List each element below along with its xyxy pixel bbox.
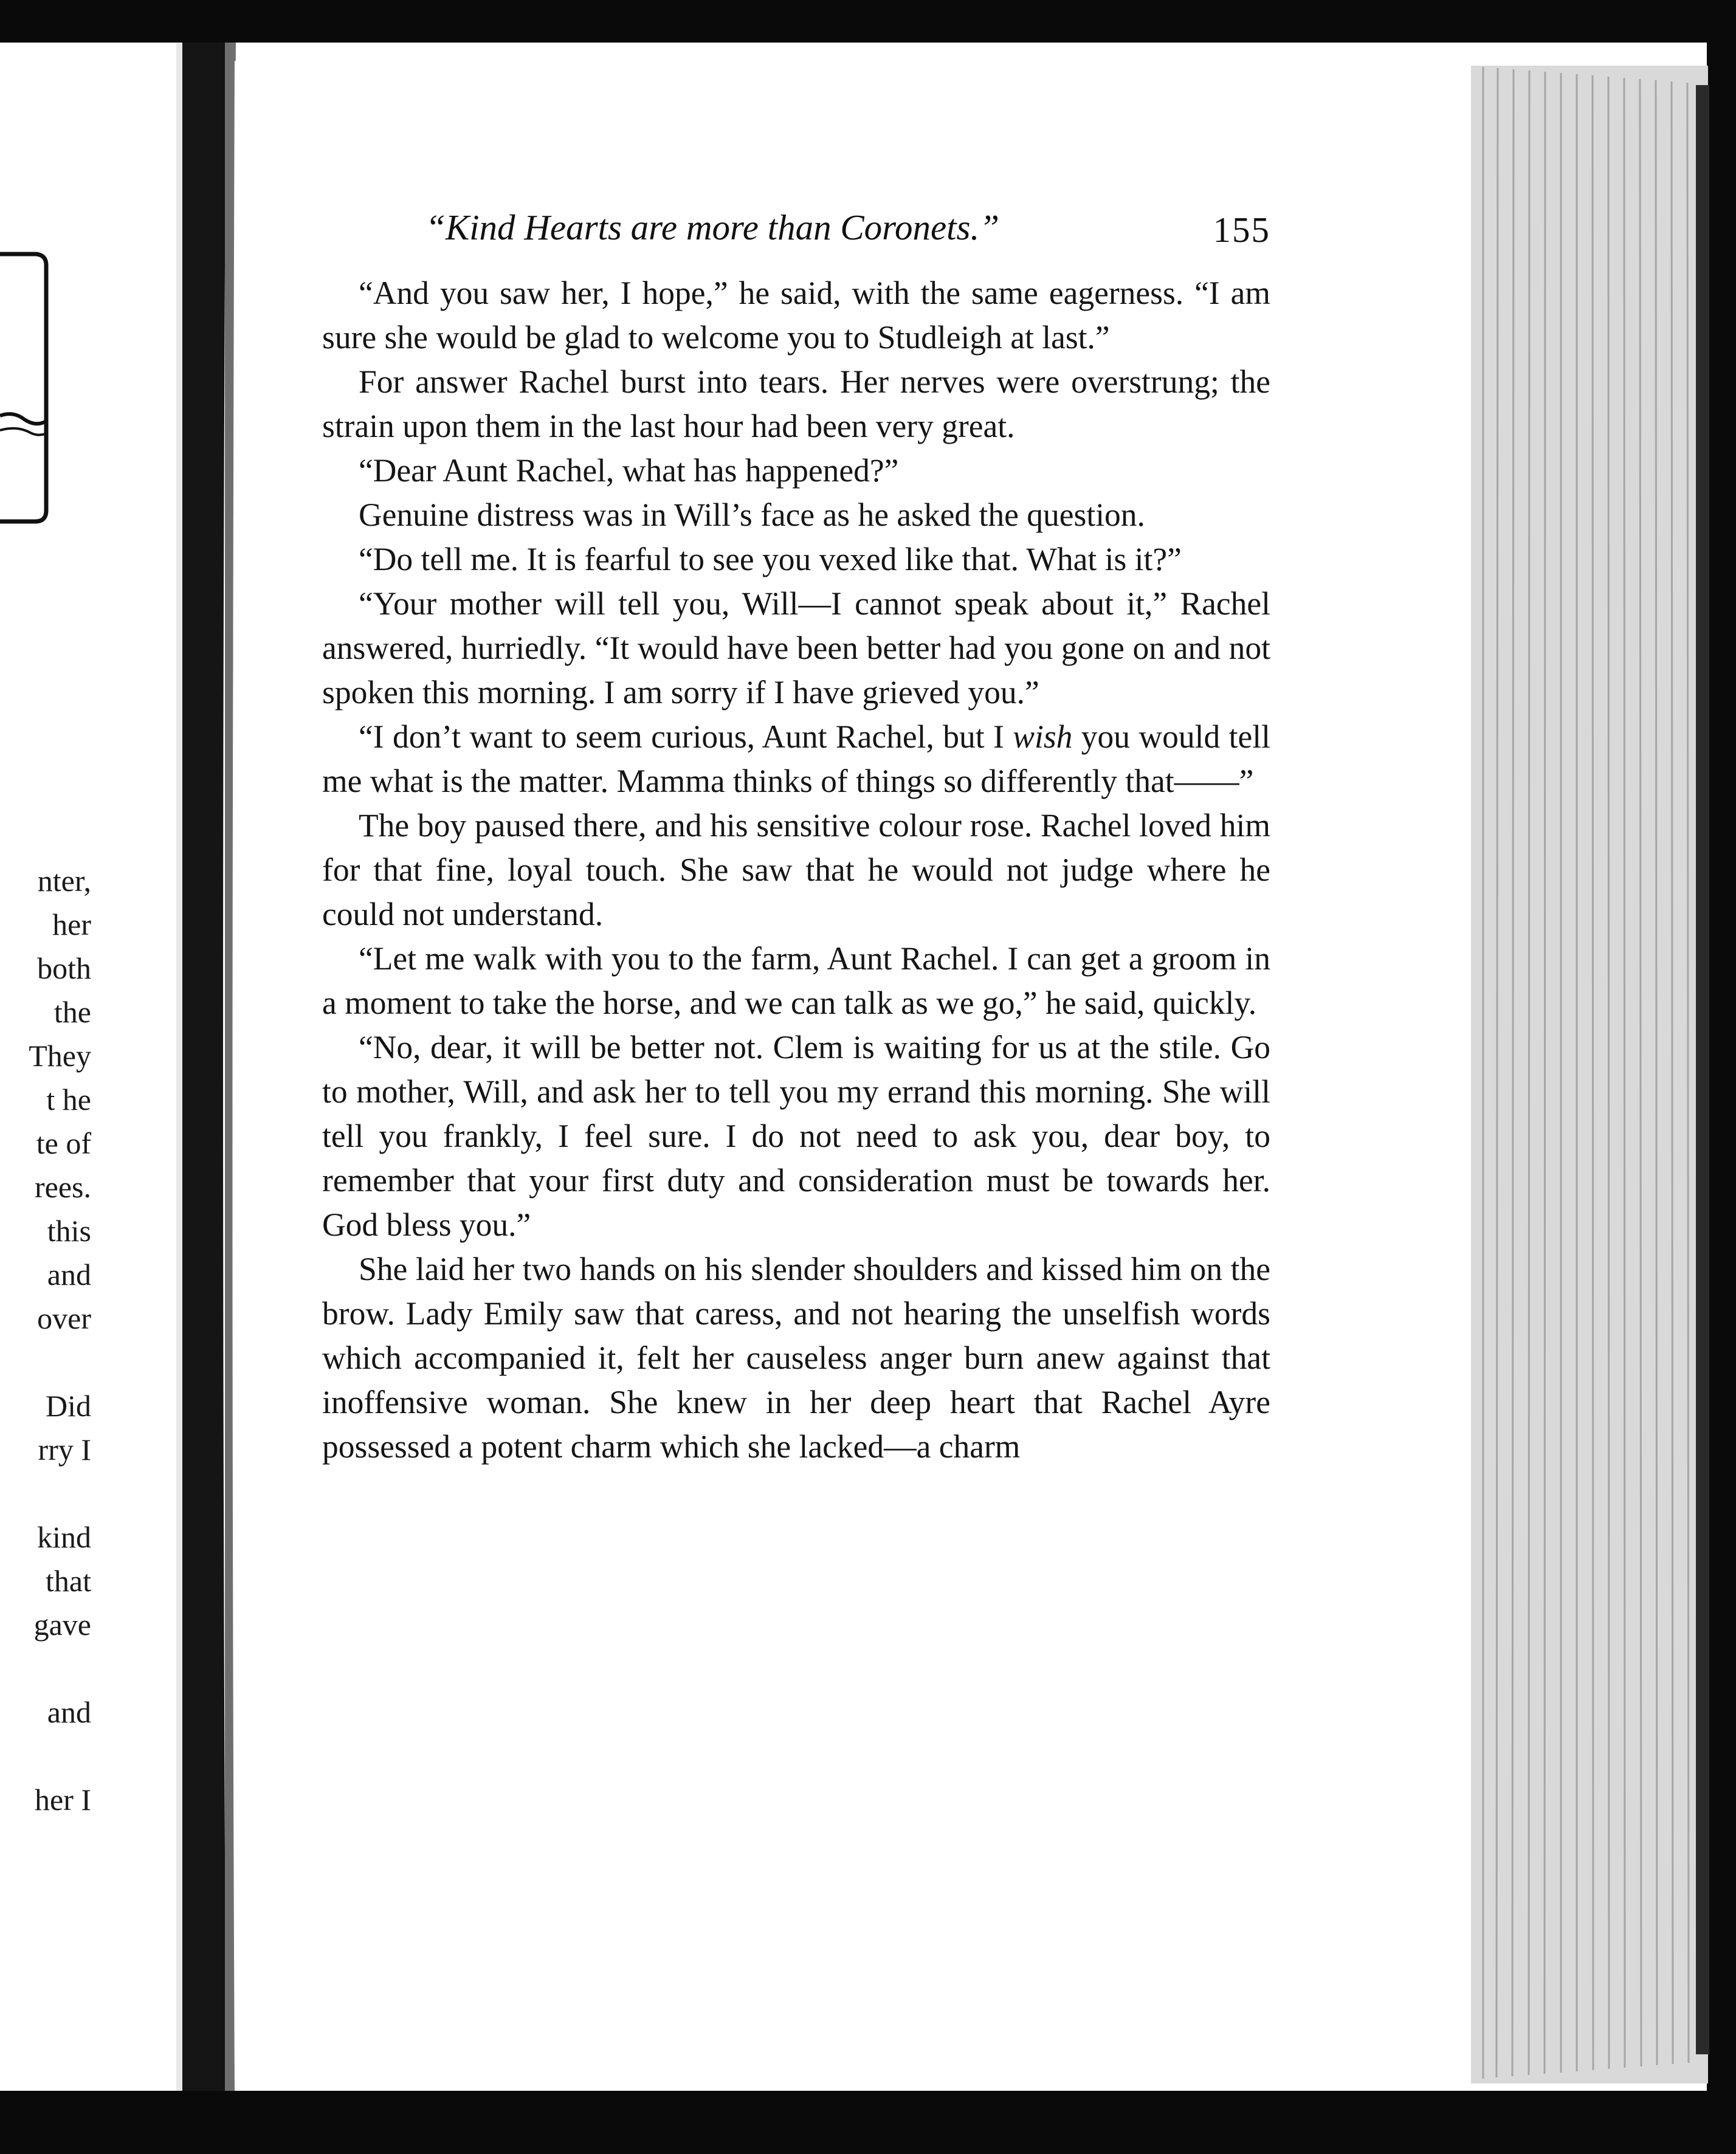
paragraph: “Do tell me. It is fearful to see you vexed like that. What is it?” — [359, 541, 1182, 577]
paragraph: “And you saw her, I hope,” he said, with the same eagerness. “I am sure she would be glad to welcome you to Studleigh at last.” — [322, 275, 1270, 356]
paragraph: “Dear Aunt Rachel, what has happened?” — [359, 452, 899, 489]
paragraph: “No, dear, it will be better not. Clem is waiting for us at the stile. Go to mother, Will, and ask her to tell you my errand this morning. She will tell you frankly, I feel sure. I do not need to ask you, dear boy, to remember that your first duty and consideration must be towards her. God bless you.” — [322, 1029, 1270, 1243]
paragraph: For answer Rachel burst into tears. Her nerves were overstrung; the strain upon them in the last hour had been very great. — [322, 363, 1270, 444]
left-fragment: both — [37, 951, 91, 985]
paragraph-with-emphasis — [322, 715, 1270, 803]
left-fragment: gave — [33, 1608, 91, 1642]
paragraph: “Your mother will tell you, Will—I cannot speak about it,” Rachel answered, hurriedly. “It would have been better had you gone on and not spoken this morning. I am sorry if I have grieved you.” — [322, 585, 1270, 711]
left-fragment: her I — [35, 1783, 91, 1817]
left-fragment: this — [47, 1214, 91, 1248]
frame-bottom — [0, 2091, 1736, 2154]
gutter-shadow — [182, 43, 226, 2091]
body-text — [322, 271, 1270, 1900]
frame-top — [0, 0, 1736, 43]
left-fragment: the — [53, 995, 91, 1029]
paragraph: Genuine distress was in Will’s face as he asked the question. — [359, 497, 1145, 533]
page-block-dark-edge — [1696, 85, 1709, 2054]
running-head — [425, 207, 1270, 255]
running-title: “Kind Hearts are more than Coronets.” — [425, 207, 1000, 247]
left-fragment: and — [47, 1695, 91, 1729]
paragraph-text: you would tell me what is the matter. Mamma thinks of things so differently that——” — [322, 718, 1270, 799]
paragraph: “Let me walk with you to the farm, Aunt Rachel. I can get a groom in a moment to take the horse, and we can talk as we go,” he said, quickly. — [322, 940, 1270, 1021]
left-fragment: t he — [46, 1082, 91, 1117]
left-fragment: and — [47, 1258, 91, 1292]
frame-right — [1707, 0, 1736, 2154]
page-number: 155 — [1213, 210, 1270, 250]
left-fragment: They — [29, 1039, 91, 1073]
paragraph: She laid her two hands on his slender shoulders and kissed him on the brow. Lady Emily saw that caress, and not hearing the unselfish words which accompanied it, felt her causeless anger burn anew against that inoffensive woman. She knew in her deep heart that Rachel Ayre possessed a potent charm which she lacked—a charm — [322, 1251, 1270, 1465]
paragraph: The boy paused there, and his sensitive colour rose. Rachel loved him for that fine, loyal touch. She saw that he would not judge where he could not understand. — [322, 807, 1270, 932]
paragraph-text: “I don’t want to seem curious, Aunt Rachel, but I — [359, 718, 1013, 755]
left-fragment: Did — [46, 1389, 91, 1423]
emphasis-word: wish — [1013, 718, 1073, 755]
left-fragment: kind — [37, 1520, 91, 1554]
left-fragment: te of — [36, 1126, 91, 1160]
left-fragment: over — [37, 1301, 91, 1335]
left-fragment: rry I — [38, 1433, 91, 1467]
left-fragment: her — [52, 907, 91, 941]
left-fragment: rees. — [35, 1170, 91, 1204]
left-fragment: that — [46, 1564, 91, 1598]
left-fragment: nter, — [37, 864, 91, 898]
